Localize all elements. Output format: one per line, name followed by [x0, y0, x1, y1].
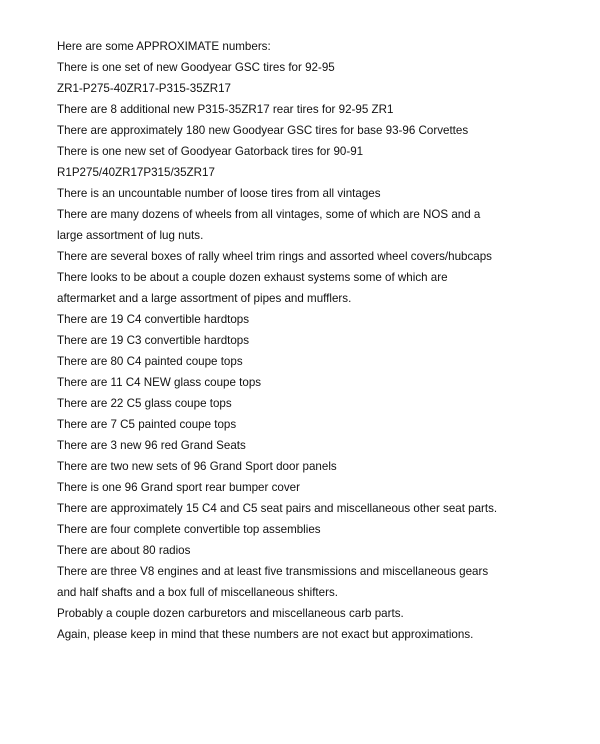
text-line: There are 7 C5 painted coupe tops: [57, 418, 237, 431]
text-line: and half shafts and a box full of miscellaneous shifters.: [57, 586, 338, 599]
text-line: Again, please keep in mind that these numbers are not exact but approximations.: [57, 628, 474, 641]
inventory-text: [57, 36, 587, 645]
text-line: There are four complete convertible top assemblies: [57, 523, 321, 536]
text-line: There are many dozens of wheels from all vintages, some of which are NOS and a: [57, 208, 481, 221]
text-line: There are approximately 15 C4 and C5 seat pairs and miscellaneous other seat parts.: [57, 502, 498, 515]
text-line: Here are some APPROXIMATE numbers:: [57, 40, 271, 53]
text-line: There are 11 C4 NEW glass coupe tops: [57, 376, 262, 389]
text-line: There looks to be about a couple dozen exhaust systems some of which are: [57, 271, 448, 284]
text-line: large assortment of lug nuts.: [57, 229, 204, 242]
text-line: There are several boxes of rally wheel trim rings and assorted wheel covers/hubcaps: [57, 250, 492, 263]
text-line: aftermarket and a large assortment of pipes and mufflers.: [57, 292, 352, 305]
text-line: There is one new set of Goodyear Gatorback tires for 90-91: [57, 145, 364, 158]
text-line: ZR1-P275-40ZR17-P315-35ZR17: [57, 82, 231, 95]
text-line: There are 80 C4 painted coupe tops: [57, 355, 243, 368]
text-line: There are 3 new 96 red Grand Seats: [57, 439, 246, 452]
text-line: There are about 80 radios: [57, 544, 191, 557]
text-line: R1P275/40ZR17P315/35ZR17: [57, 166, 215, 179]
text-line: There is one set of new Goodyear GSC tires for 92-95: [57, 61, 335, 74]
text-line: There are two new sets of 96 Grand Sport door panels: [57, 460, 337, 473]
text-line: There is an uncountable number of loose tires from all vintages: [57, 187, 381, 200]
text-line: Probably a couple dozen carburetors and miscellaneous carb parts.: [57, 607, 404, 620]
text-line: There is one 96 Grand sport rear bumper cover: [57, 481, 300, 494]
text-line: There are 19 C3 convertible hardtops: [57, 334, 250, 347]
text-line: There are three V8 engines and at least five transmissions and miscellaneous gears: [57, 565, 489, 578]
text-line: There are 8 additional new P315-35ZR17 rear tires for 92-95 ZR1: [57, 103, 394, 116]
text-line: There are approximately 180 new Goodyear GSC tires for base 93-96 Corvettes: [57, 124, 469, 137]
text-line: There are 22 C5 glass coupe tops: [57, 397, 232, 410]
text-line: There are 19 C4 convertible hardtops: [57, 313, 250, 326]
